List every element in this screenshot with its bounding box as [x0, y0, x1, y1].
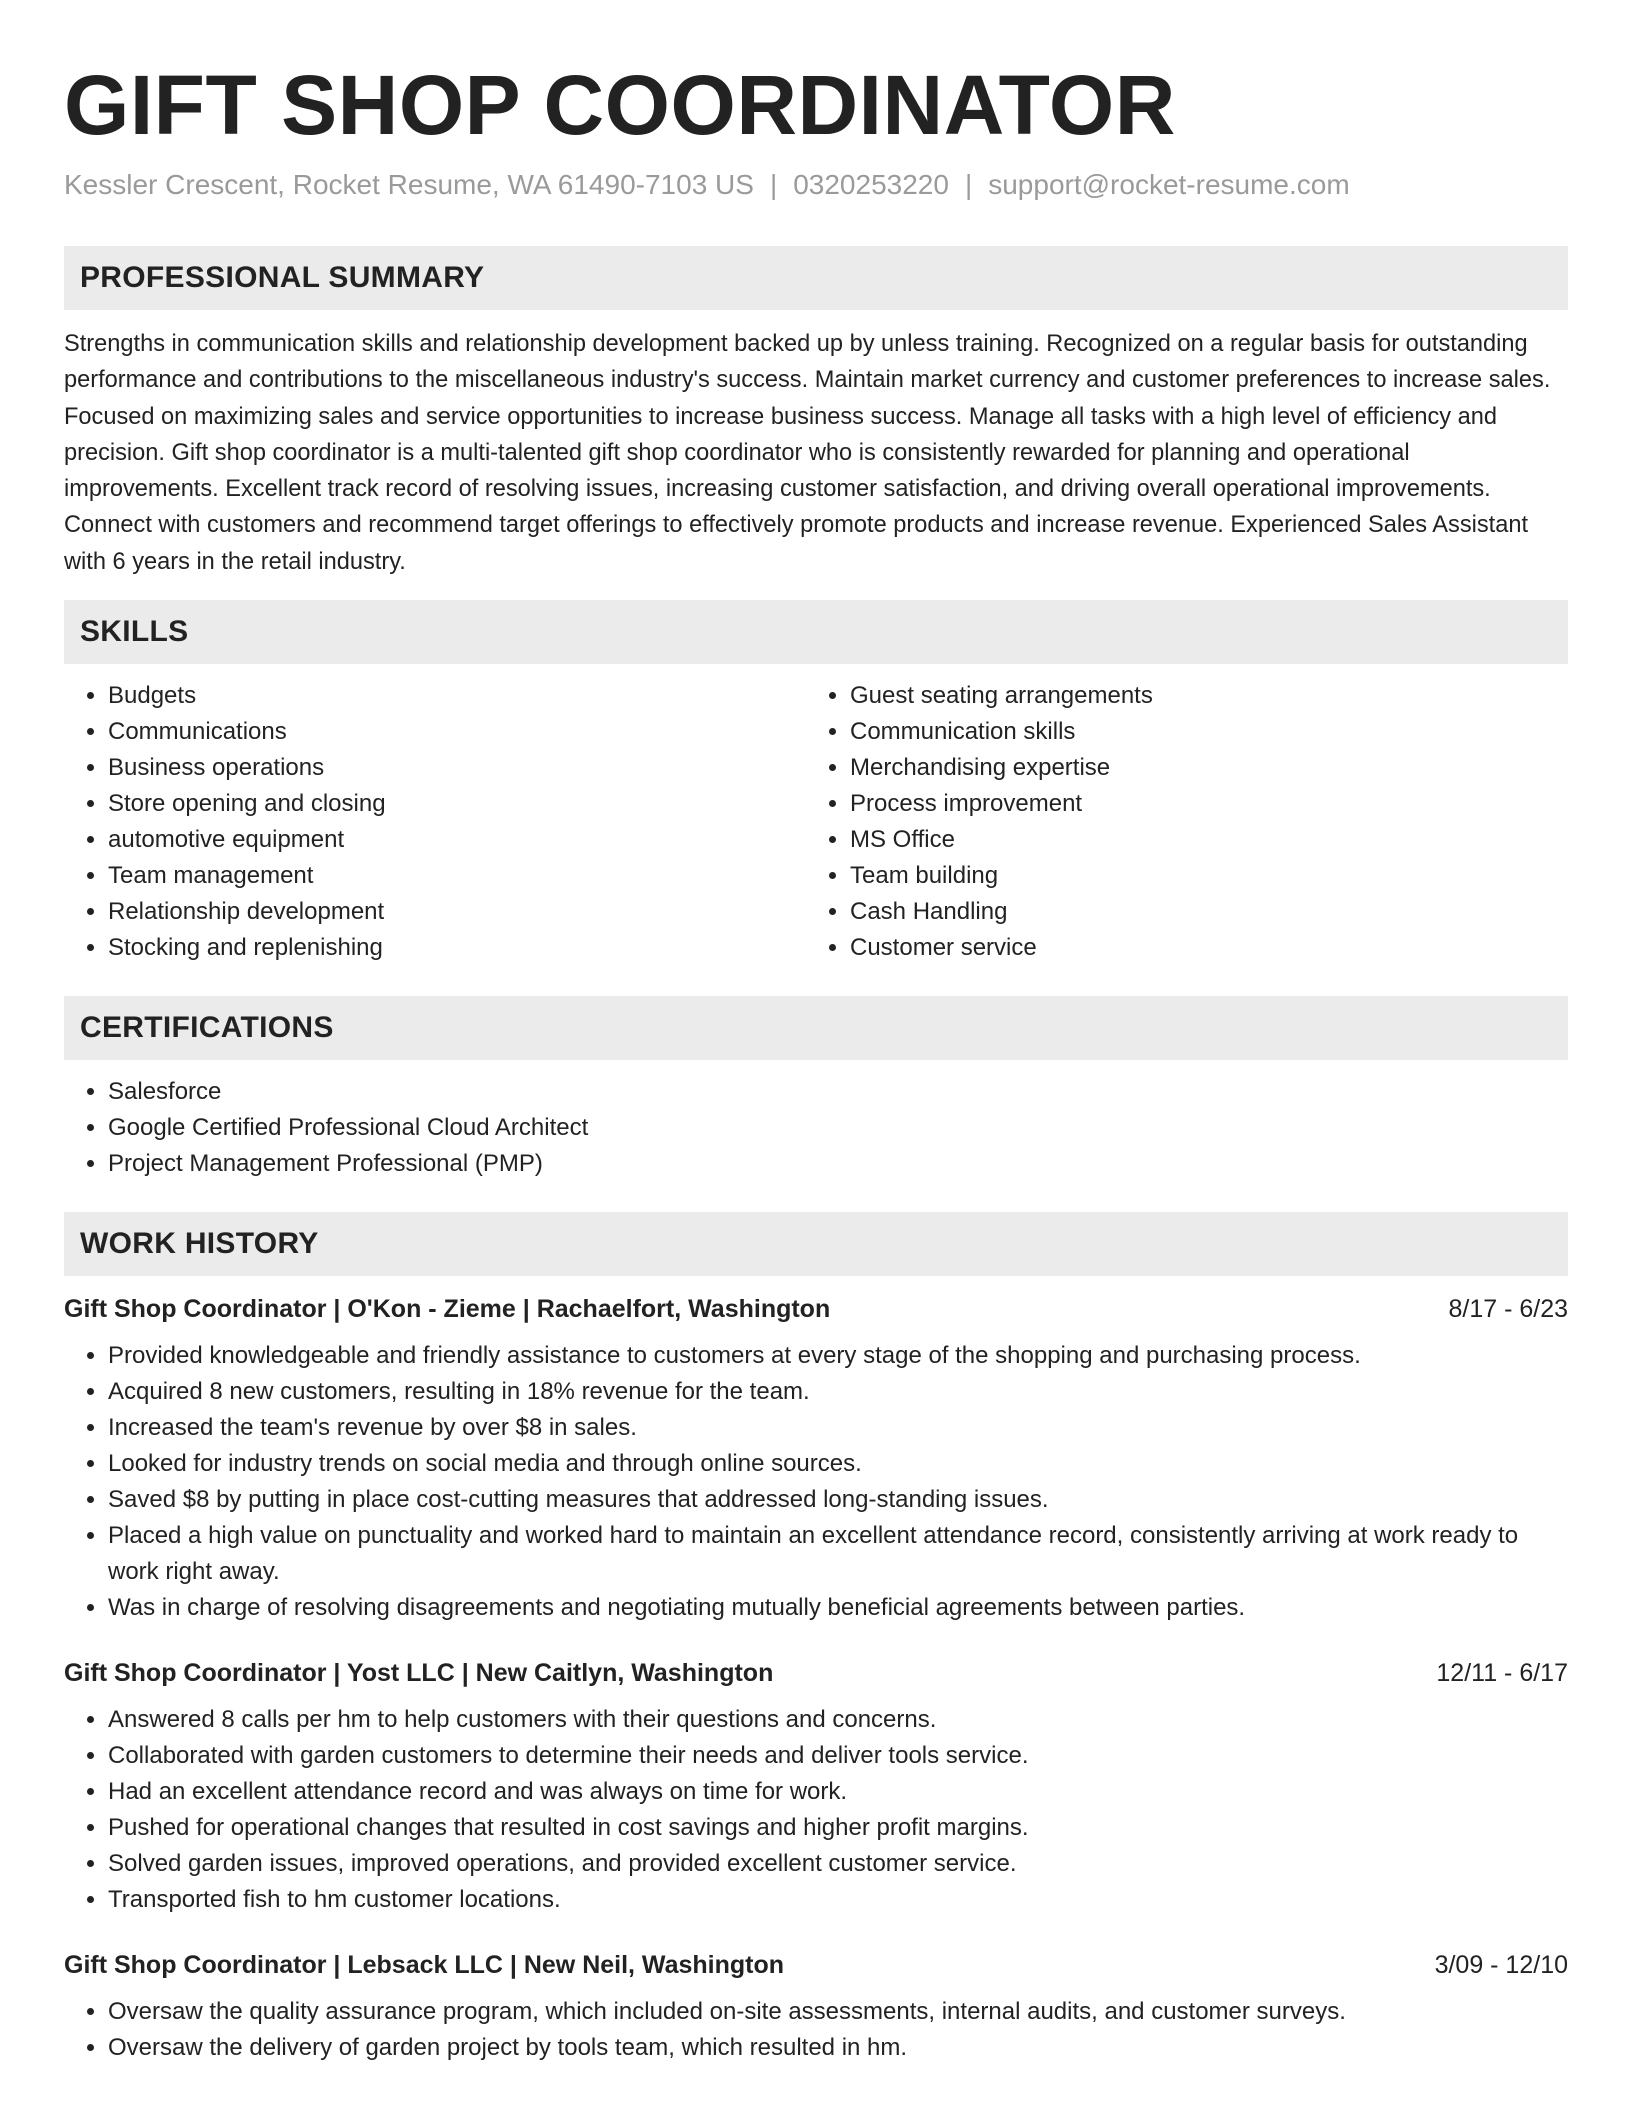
- job-dates: 8/17 - 6/23: [1448, 1295, 1568, 1324]
- contact-address: Kessler Crescent, Rocket Resume, WA 61490-7103 US: [64, 169, 754, 200]
- job-entry: [64, 1292, 1568, 1626]
- job-header: [64, 1292, 1568, 1326]
- skill-item: • Stocking and replenishing: [108, 930, 806, 966]
- certification-item: • Google Certified Professional Cloud Architect: [108, 1110, 1568, 1146]
- skill-item: • Budgets: [108, 678, 806, 714]
- resume-title: GIFT SHOP COORDINATOR: [64, 58, 1176, 152]
- skills-heading: SKILLS: [64, 600, 1568, 664]
- skill-item: • automotive equipment: [108, 822, 806, 858]
- skill-item: • Process improvement: [850, 786, 1548, 822]
- summary-heading: PROFESSIONAL SUMMARY: [64, 246, 1568, 310]
- skills-column-right: [806, 678, 1548, 966]
- skill-item: • Team management: [108, 858, 806, 894]
- skill-item: • Cash Handling: [850, 894, 1548, 930]
- skills-list: [64, 678, 1568, 966]
- job-duty: • Placed a high value on punctuality and worked hard to maintain an excellent attendance record, consistently arriving at work ready to work right away.: [108, 1518, 1568, 1590]
- job-duty: • Increased the team's revenue by over $8 in sales.: [108, 1410, 1568, 1446]
- job-title: Gift Shop Coordinator | Yost LLC | New Caitlyn, Washington: [64, 1659, 774, 1688]
- job-duty: • Transported fish to hm customer locations.: [108, 1882, 1568, 1918]
- skill-item: • Communication skills: [850, 714, 1548, 750]
- certification-item: • Project Management Professional (PMP): [108, 1146, 1568, 1182]
- job-duty: • Solved garden issues, improved operations, and provided excellent customer service.: [108, 1846, 1568, 1882]
- skill-item: • MS Office: [850, 822, 1548, 858]
- job-title: Gift Shop Coordinator | Lebsack LLC | New Neil, Washington: [64, 1951, 785, 1980]
- certifications-list: [64, 1074, 1568, 1182]
- job-duty: • Answered 8 calls per hm to help customers with their questions and concerns.: [108, 1702, 1568, 1738]
- certifications-heading: CERTIFICATIONS: [64, 996, 1568, 1060]
- contact-phone: 0320253220: [793, 169, 949, 200]
- contact-separator: |: [769, 169, 778, 200]
- work-history-heading: WORK HISTORY: [64, 1212, 1568, 1276]
- contact-separator: |: [964, 169, 973, 200]
- job-duty: • Acquired 8 new customers, resulting in 18% revenue for the team.: [108, 1374, 1568, 1410]
- skill-item: • Team building: [850, 858, 1548, 894]
- contact-line: [64, 168, 1568, 202]
- job-duties: [64, 1702, 1568, 1918]
- job-dates: 3/09 - 12/10: [1434, 1951, 1568, 1980]
- skill-item: • Merchandising expertise: [850, 750, 1548, 786]
- job-dates: 12/11 - 6/17: [1436, 1659, 1568, 1688]
- job-header: [64, 1656, 1568, 1690]
- job-duty: • Oversaw the delivery of garden project by tools team, which resulted in hm.: [108, 2030, 1568, 2066]
- summary-text: Strengths in communication skills and relationship development backed up by unless training. Recognized on a regular basis for outstanding performance and contributions to the miscellaneous industry's success. Maintain market currency and customer preferences to increase sales. Focused on maximizing sales and service opportunities to increase business success. Manage all tasks with a high level of efficiency and precision. Gift shop coordinator is a multi-talented gift shop coordinator who is consistently rewarded for planning and operational improvements. Excellent track record of resolving issues, increasing customer satisfaction, and driving overall operational improvements. Connect with customers and recommend target offerings to effectively promote products and increase revenue. Experienced Sales Assistant with 6 years in the retail industry.: [64, 331, 1551, 575]
- skill-item: • Customer service: [850, 930, 1548, 966]
- contact-email[interactable]: support@rocket-resume.com: [988, 169, 1350, 200]
- skill-item: • Communications: [108, 714, 806, 750]
- skill-item: • Relationship development: [108, 894, 806, 930]
- job-duty: • Was in charge of resolving disagreements and negotiating mutually beneficial agreements between parties.: [108, 1590, 1568, 1626]
- job-entry: [64, 1948, 1568, 2066]
- job-duty: • Pushed for operational changes that resulted in cost savings and higher profit margins.: [108, 1810, 1568, 1846]
- job-duty: • Had an excellent attendance record and was always on time for work.: [108, 1774, 1568, 1810]
- job-duty: • Collaborated with garden customers to determine their needs and deliver tools service.: [108, 1738, 1568, 1774]
- skill-item: • Store opening and closing: [108, 786, 806, 822]
- job-entry: [64, 1656, 1568, 1918]
- job-title: Gift Shop Coordinator | O'Kon - Zieme | Rachaelfort, Washington: [64, 1295, 831, 1324]
- skill-item: • Guest seating arrangements: [850, 678, 1548, 714]
- certification-item: • Salesforce: [108, 1074, 1568, 1110]
- job-duty: • Saved $8 by putting in place cost-cutting measures that addressed long-standing issues.: [108, 1482, 1568, 1518]
- job-duties: [64, 1338, 1568, 1626]
- job-duty: • Looked for industry trends on social media and through online sources.: [108, 1446, 1568, 1482]
- job-duty: • Provided knowledgeable and friendly assistance to customers at every stage of the shopping and purchasing process.: [108, 1338, 1568, 1374]
- job-header: [64, 1948, 1568, 1982]
- job-duty: • Oversaw the quality assurance program, which included on-site assessments, internal audits, and customer surveys.: [108, 1994, 1568, 2030]
- job-duties: [64, 1994, 1568, 2066]
- skill-item: • Business operations: [108, 750, 806, 786]
- skills-column-left: [64, 678, 806, 966]
